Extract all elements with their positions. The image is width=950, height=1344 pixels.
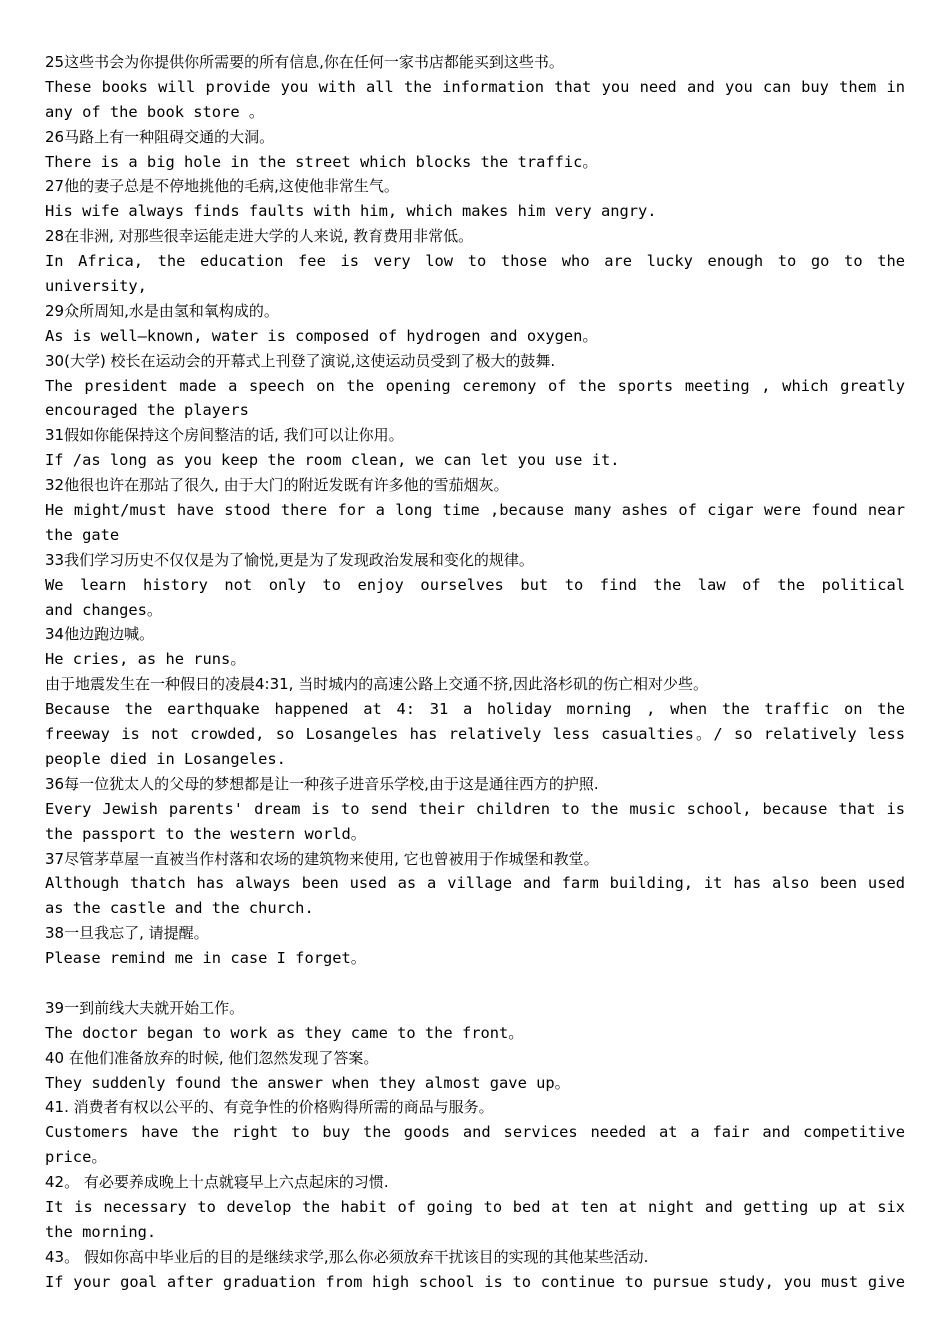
chinese-sentence: 25这些书会为你提供你所需要的所有信息,你在任何一家书店都能买到这些书。 xyxy=(45,53,564,71)
english-translation: He cries, as he runs。 xyxy=(45,650,246,669)
chinese-sentence: 40 在他们准备放弃的时候, 他们忽然发现了答案。 xyxy=(45,1048,379,1067)
chinese-sentence: 42。 有必要养成晚上十点就寝早上六点起床的习惯. xyxy=(45,1173,389,1192)
english-translation: Customers have the right to buy the goods and services needed at a fair and competitive xyxy=(45,1123,905,1142)
english-translation: Although thatch has always been used as a village and farm building, it has also been used xyxy=(45,874,905,893)
english-translation: If your goal after graduation from high school is to continue to pursue study, you must give xyxy=(45,1272,905,1291)
english-translation: Every Jewish parents' dream is to send their children to the music school, because that is xyxy=(45,799,905,818)
english-translation: The doctor began to work as they came to the front。 xyxy=(45,1023,524,1042)
chinese-sentence: 33我们学习历史不仅仅是为了愉悦,更是为了发现政治发展和变化的规律。 xyxy=(45,550,534,569)
chinese-sentence: 26马路上有一种阻碍交通的大洞。 xyxy=(45,127,275,146)
english-translation: people died in Losangeles. xyxy=(45,749,286,768)
english-translation: In Africa, the education fee is very low to those who are lucky enough to go to the xyxy=(45,252,905,271)
chinese-sentence: 36每一位犹太人的父母的梦想都是让一种孩子进音乐学校,由于这是通往西方的护照. xyxy=(45,774,599,793)
english-translation: Because the earthquake happened at 4: 31 a holiday morning , when the traffic on the xyxy=(45,700,905,719)
english-translation: As is well—known, water is composed of hydrogen and oxygen。 xyxy=(45,326,598,345)
english-translation: the passport to the western world。 xyxy=(45,824,367,843)
translation-exercise-list xyxy=(45,50,905,1295)
english-translation: as the castle and the church. xyxy=(45,899,314,918)
english-translation: His wife always finds faults with him, which makes him very angry. xyxy=(45,202,657,221)
english-translation: the gate xyxy=(45,525,120,544)
english-translation: They suddenly found the answer when they almost gave up。 xyxy=(45,1073,571,1092)
english-translation: We learn history not only to enjoy ourselves but to find the law of the political xyxy=(45,575,905,594)
chinese-sentence: 38一旦我忘了, 请提醒。 xyxy=(45,924,209,943)
chinese-sentence: 43。 假如你高中毕业后的目的是继续求学,那么你必须放弃干扰该目的实现的其他某些活动. xyxy=(45,1247,649,1266)
english-translation: He might/must have stood there for a long time ,because many ashes of cigar were found near xyxy=(45,501,905,520)
english-translation: There is a big hole in the street which blocks the traffic。 xyxy=(45,152,598,171)
english-translation: Please remind me in case I forget。 xyxy=(45,949,367,968)
english-translation: The president made a speech on the opening ceremony of the sports meeting , which greatly xyxy=(45,376,905,395)
chinese-sentence: 30(大学) 校长在运动会的开幕式上刊登了演说,这使运动员受到了极大的鼓舞. xyxy=(45,351,556,370)
chinese-sentence: 由于地震发生在一种假日的凌晨4:31, 当时城内的高速公路上交通不挤,因此洛杉矶的伤亡相对少些。 xyxy=(45,675,708,694)
chinese-sentence: 39一到前线大夫就开始工作。 xyxy=(45,998,245,1017)
english-translation: the morning. xyxy=(45,1222,157,1241)
english-translation: and changes。 xyxy=(45,600,163,619)
english-translation: encouraged the players xyxy=(45,401,249,420)
chinese-sentence: 34他边跑边喊。 xyxy=(45,625,155,644)
english-translation: freeway is not crowded, so Losangeles has relatively less casualties。/ so relatively less xyxy=(45,725,905,744)
blank-line xyxy=(45,971,905,996)
chinese-sentence: 41. 消费者有权以公平的、有竞争性的价格购得所需的商品与服务。 xyxy=(45,1098,494,1117)
english-translation: It is necessary to develop the habit of going to bed at ten at night and getting up at six xyxy=(45,1197,905,1216)
english-translation: any of the book store 。 xyxy=(45,102,265,121)
chinese-sentence: 32他很也许在那站了很久, 由于大门的附近发既有许多他的雪茄烟灰。 xyxy=(45,476,509,495)
english-translation: If /as long as you keep the room clean, we can let you use it. xyxy=(45,451,620,470)
english-translation: These books will provide you with all the information that you need and you can buy them in xyxy=(45,77,905,96)
chinese-sentence: 31假如你能保持这个房间整洁的话, 我们可以让你用。 xyxy=(45,426,404,445)
chinese-sentence: 37尽管茅草屋一直被当作村落和农场的建筑物来使用, 它也曾被用于作城堡和教堂。 xyxy=(45,849,599,868)
chinese-sentence: 29众所周知,水是由氢和氧构成的。 xyxy=(45,301,279,320)
chinese-sentence: 27他的妻子总是不停地挑他的毛病,这使他非常生气。 xyxy=(45,177,399,196)
english-translation: price。 xyxy=(45,1148,107,1167)
english-translation: university, xyxy=(45,277,147,296)
chinese-sentence: 28在非洲, 对那些很幸运能走进大学的人来说, 教育费用非常低。 xyxy=(45,227,474,246)
